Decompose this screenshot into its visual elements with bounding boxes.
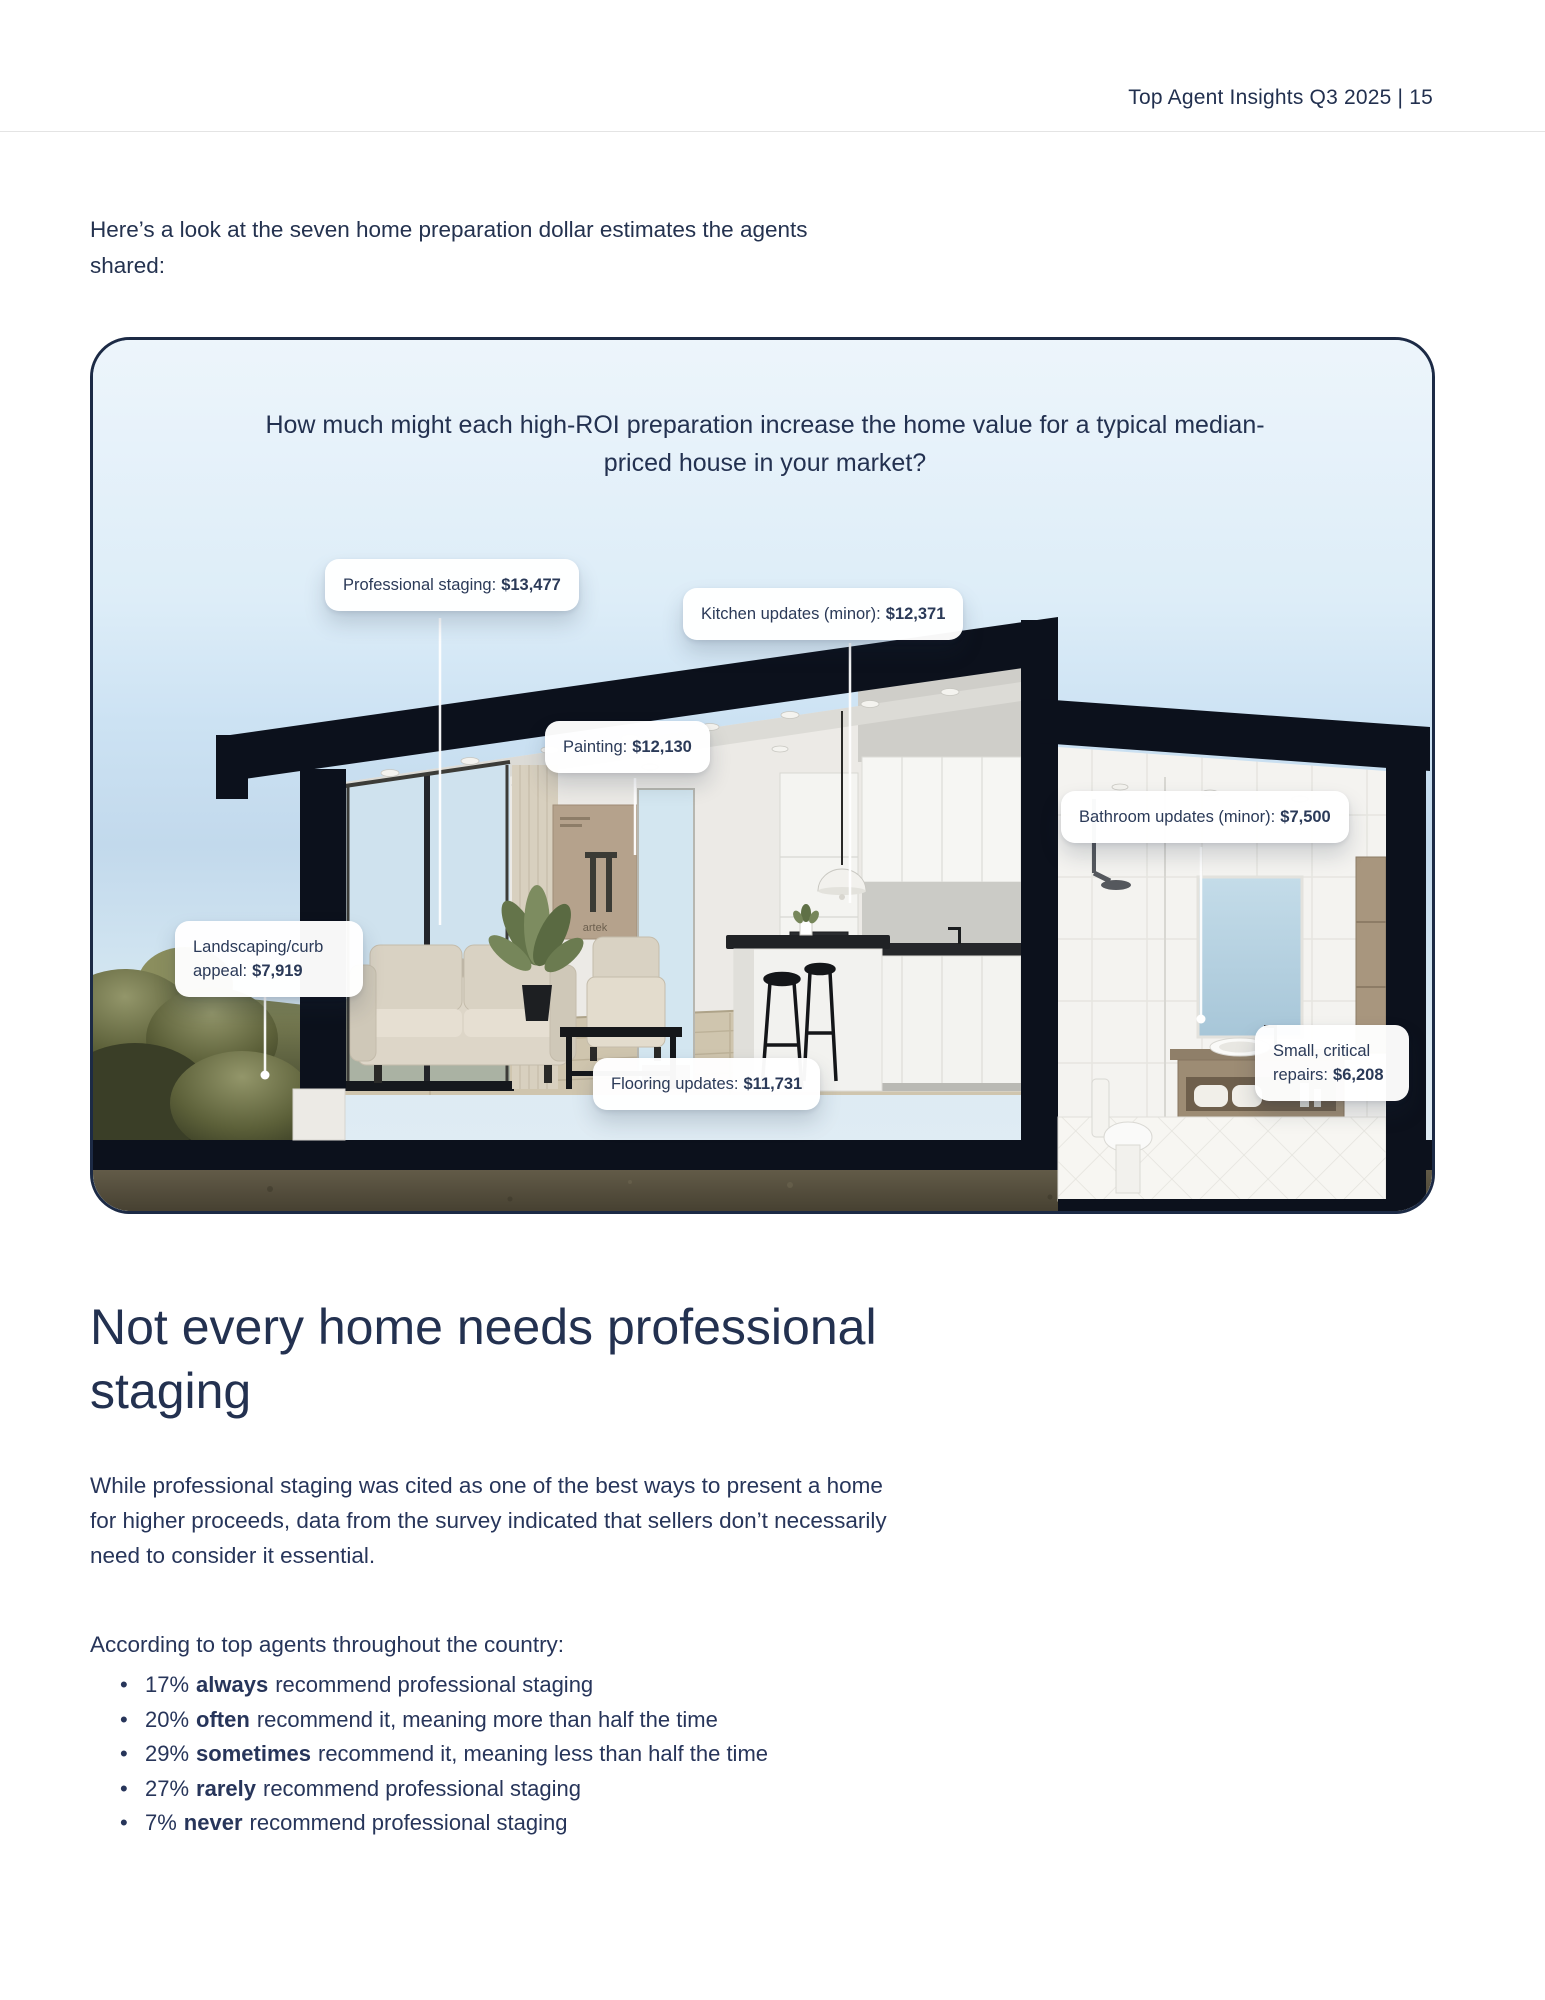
intro-text: Here’s a look at the seven home preparation dollar estimates the agents shared:	[90, 217, 808, 278]
bullet-text: recommend professional staging	[263, 1775, 581, 1801]
infographic-title: How much might each high-ROI preparation increase the home value for a typical median-priced house in your market?	[265, 411, 1265, 477]
bullet-dot: •	[120, 1706, 128, 1732]
header-divider	[0, 131, 1545, 132]
callout-value: $12,130	[632, 738, 692, 756]
mirror	[1198, 877, 1302, 1037]
page-header: Top Agent Insights Q3 2025 | 15	[1128, 86, 1433, 109]
list-intro: According to top agents throughout the country:	[90, 1632, 565, 1657]
bullet-text: recommend professional staging	[249, 1810, 568, 1835]
callout-value: $7,500	[1280, 808, 1331, 826]
bullet-text: recommend professional staging	[275, 1672, 594, 1697]
callout-label: Kitchen updates (minor):	[701, 605, 881, 623]
section-body: While professional staging was cited as one of the best ways to present a home for higher proceeds, data from the survey indicated that sellers don’t necessarily need to consider it essential.	[90, 1473, 887, 1568]
connector-dot-landscaping	[261, 1071, 270, 1080]
bullet-pct: 17%	[145, 1672, 190, 1697]
bullet-pct: 7%	[145, 1810, 177, 1835]
svg-text:artek: artek	[582, 922, 608, 934]
porch-step	[293, 1089, 345, 1140]
bullet-keyword: never	[183, 1810, 243, 1835]
bullet-pct: 27%	[145, 1775, 190, 1801]
callout-value: $13,477	[501, 576, 561, 594]
infographic-card	[90, 337, 1435, 1214]
callout-label: Professional staging:	[343, 576, 497, 594]
list-item	[90, 1772, 990, 1807]
callout-value: $6,208	[1333, 1066, 1384, 1084]
callout-kitchen-updates	[683, 588, 963, 640]
section-heading: Not every home needs professional staging	[90, 1299, 877, 1419]
bullet-pct: 29%	[145, 1741, 190, 1766]
callout-landscaping	[175, 921, 363, 997]
callout-value: $12,371	[885, 605, 946, 623]
bullet-dot: •	[120, 1775, 128, 1801]
callout-label: Painting:	[563, 738, 628, 756]
bullet-text: recommend it, meaning less than half the time	[318, 1741, 769, 1766]
callout-professional-staging	[325, 559, 579, 611]
callout-label: Small, critical repairs:	[1273, 1042, 1371, 1084]
callout-label: Bathroom updates (minor):	[1079, 808, 1276, 826]
bullet-text: recommend it, meaning more than half the time	[256, 1706, 718, 1732]
staging-frequency-list	[90, 1668, 990, 1841]
bullet-keyword: always	[196, 1672, 269, 1697]
bathroom-wing	[1040, 699, 1430, 1214]
bullet-dot: •	[120, 1741, 128, 1766]
list-item	[90, 1737, 990, 1772]
connector-dot-bathroom	[1197, 1015, 1206, 1024]
list-item	[90, 1806, 990, 1841]
list-item	[90, 1703, 990, 1738]
callout-small-repairs	[1255, 1025, 1409, 1101]
callout-flooring-updates	[593, 1058, 820, 1110]
bullet-keyword: sometimes	[196, 1741, 311, 1766]
callout-label: Flooring updates:	[611, 1075, 739, 1093]
list-item	[90, 1668, 990, 1703]
bullet-pct: 20%	[145, 1706, 190, 1732]
armchair	[587, 937, 665, 1061]
bullet-dot: •	[120, 1672, 128, 1697]
callout-painting	[545, 721, 710, 773]
shelf-niche	[1356, 857, 1386, 1053]
callout-value: $7,919	[252, 962, 303, 980]
bullet-keyword: rarely	[196, 1775, 256, 1801]
callout-bathroom-updates	[1061, 791, 1349, 843]
callout-value: $11,731	[743, 1075, 803, 1093]
bullet-dot: •	[120, 1810, 128, 1835]
callout-label: Landscaping/curb appeal:	[193, 938, 324, 980]
bullet-keyword: often	[196, 1706, 250, 1732]
